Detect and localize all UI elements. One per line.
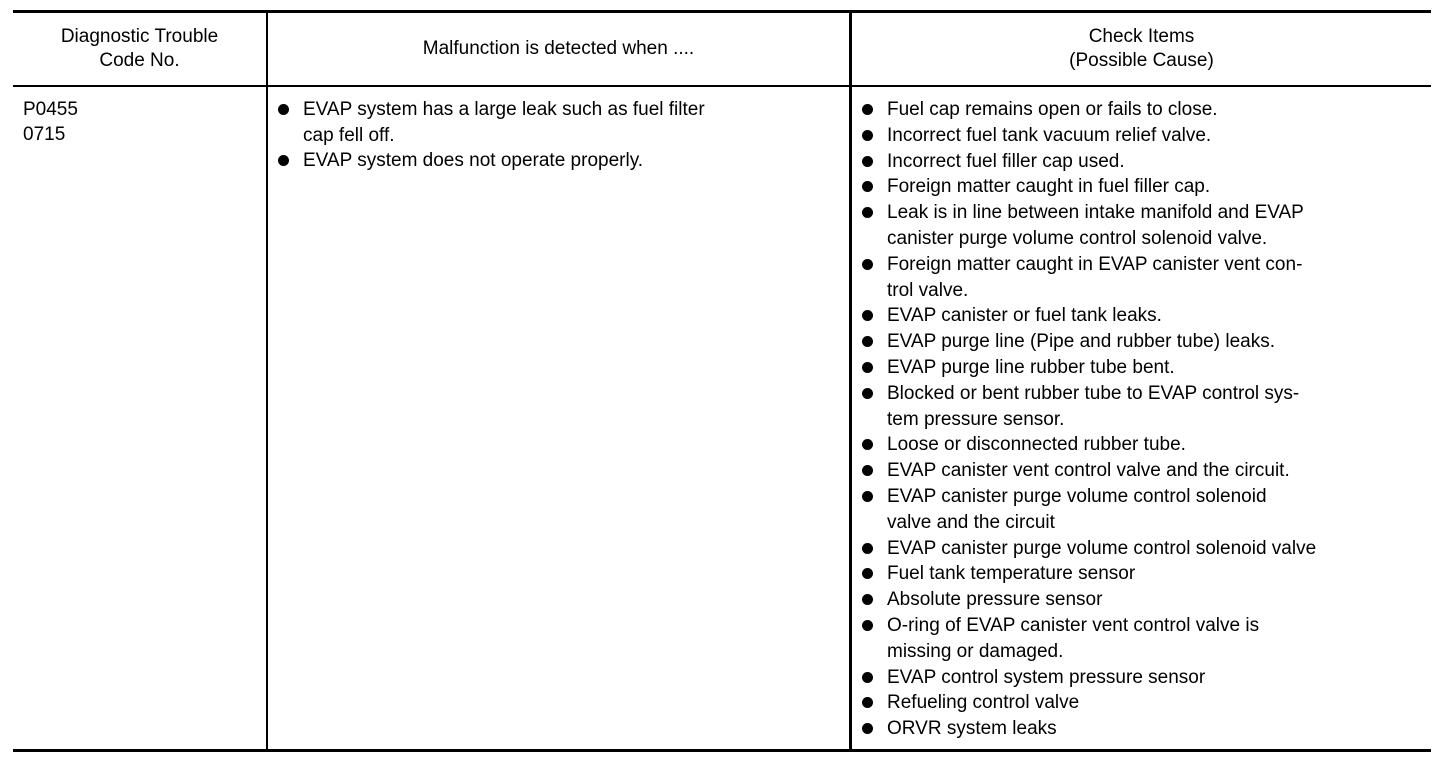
- bullet-dot-icon: [862, 594, 873, 605]
- check-item-text: EVAP purge line rubber tube bent.: [887, 356, 1175, 378]
- bullet-dot-icon: [862, 439, 873, 450]
- check-item-text: Loose or disconnected rubber tube.: [887, 434, 1186, 456]
- check-item-text: Blocked or bent rubber tube to EVAP control sys-: [887, 382, 1300, 404]
- check-item: [860, 613, 1425, 665]
- check-item-text: Incorrect fuel filler cap used.: [887, 150, 1125, 172]
- header-dtc-line2: Code No.: [99, 50, 180, 71]
- header-dtc-number: [13, 13, 266, 85]
- bullet-dot-icon: [862, 723, 873, 734]
- check-item-text: EVAP purge line (Pipe and rubber tube) leaks.: [887, 331, 1275, 353]
- check-item-text: Absolute pressure sensor: [887, 589, 1103, 611]
- check-item-text: trol valve.: [887, 279, 969, 301]
- check-item: [860, 97, 1425, 123]
- check-item-text: missing or damaged.: [887, 640, 1064, 662]
- bullet-dot-icon: [862, 362, 873, 373]
- check-item: [860, 690, 1425, 716]
- header-divider: [13, 85, 1431, 87]
- check-item-text: Fuel cap remains open or fails to close.: [887, 99, 1218, 120]
- header-check-items: [852, 13, 1431, 85]
- bullet-dot-icon: [278, 104, 289, 115]
- bullet-dot-icon: [278, 155, 289, 166]
- malfunction-item: [276, 148, 841, 174]
- header-malfunction-label: Malfunction is detected when ....: [422, 38, 695, 59]
- check-item-text: EVAP canister purge volume control solenoid valve: [887, 537, 1317, 559]
- diagnostic-trouble-code-table: [13, 10, 1431, 752]
- check-item-text: Foreign matter caught in fuel filler cap.: [887, 176, 1211, 198]
- check-item-text: valve and the circuit: [887, 511, 1055, 533]
- bullet-dot-icon: [862, 310, 873, 321]
- malfunction-item-text: EVAP system does not operate properly.: [303, 150, 644, 172]
- bullet-dot-icon: [862, 620, 873, 631]
- check-item-text: Refueling control valve: [887, 692, 1080, 714]
- bullet-dot-icon: [862, 388, 873, 399]
- header-check-items-line1: Check Items: [1088, 26, 1195, 47]
- check-item: [860, 252, 1425, 304]
- check-item-text: tem pressure sensor.: [887, 408, 1065, 430]
- check-item-text: Leak is in line between intake manifold and EVAP: [887, 202, 1304, 224]
- malfunction-list: [276, 97, 841, 174]
- check-item: [860, 458, 1425, 484]
- check-item-text: Fuel tank temperature sensor: [887, 563, 1136, 585]
- check-item: [860, 200, 1425, 252]
- header-malfunction: [268, 13, 849, 85]
- header-dtc-line1: Diagnostic Trouble: [60, 26, 219, 47]
- check-item-text: Foreign matter caught in EVAP canister vent con-: [887, 253, 1303, 275]
- check-item-text: O-ring of EVAP canister vent control valve is: [887, 614, 1260, 636]
- bullet-dot-icon: [862, 259, 873, 270]
- check-item: [860, 561, 1425, 587]
- header-check-items-line2: (Possible Cause): [1069, 50, 1214, 71]
- bullet-dot-icon: [862, 697, 873, 708]
- bullet-dot-icon: [862, 465, 873, 476]
- check-item-text: EVAP canister vent control valve and the circuit.: [887, 460, 1290, 482]
- check-item: [860, 716, 1425, 742]
- check-items-list: [860, 97, 1425, 742]
- check-item: [860, 587, 1425, 613]
- bullet-dot-icon: [862, 568, 873, 579]
- check-item: [860, 303, 1425, 329]
- dtc-codes-cell: [23, 97, 78, 147]
- dtc-code: 0715: [23, 124, 66, 145]
- malfunction-item: [276, 97, 841, 148]
- bullet-dot-icon: [862, 491, 873, 502]
- check-item: [860, 665, 1425, 691]
- bullet-dot-icon: [862, 156, 873, 167]
- column-divider-1: [266, 13, 268, 749]
- check-item: [860, 123, 1425, 149]
- check-item: [860, 432, 1425, 458]
- check-item-text: canister purge volume control solenoid valve.: [887, 227, 1268, 249]
- check-item: [860, 355, 1425, 381]
- check-item: [860, 149, 1425, 175]
- check-item: [860, 381, 1425, 433]
- check-item-text: ORVR system leaks: [887, 718, 1057, 740]
- check-item-text: Incorrect fuel tank vacuum relief valve.: [887, 124, 1212, 146]
- check-item: [860, 329, 1425, 355]
- bullet-dot-icon: [862, 181, 873, 192]
- bullet-dot-icon: [862, 336, 873, 347]
- check-item-text: EVAP control system pressure sensor: [887, 666, 1206, 688]
- bullet-dot-icon: [862, 672, 873, 683]
- bullet-dot-icon: [862, 207, 873, 218]
- check-item-text: EVAP canister or fuel tank leaks.: [887, 305, 1162, 327]
- dtc-code: P0455: [23, 99, 78, 120]
- bullet-dot-icon: [862, 543, 873, 554]
- check-item: [860, 484, 1425, 536]
- malfunction-item-text: cap fell off.: [303, 124, 395, 146]
- bullet-dot-icon: [862, 130, 873, 141]
- malfunction-item-text: EVAP system has a large leak such as fuel filter: [303, 99, 705, 120]
- bullet-dot-icon: [862, 104, 873, 115]
- check-item-text: EVAP canister purge volume control solenoid: [887, 485, 1267, 507]
- column-divider-2: [849, 13, 852, 749]
- check-item: [860, 174, 1425, 200]
- check-item: [860, 536, 1425, 562]
